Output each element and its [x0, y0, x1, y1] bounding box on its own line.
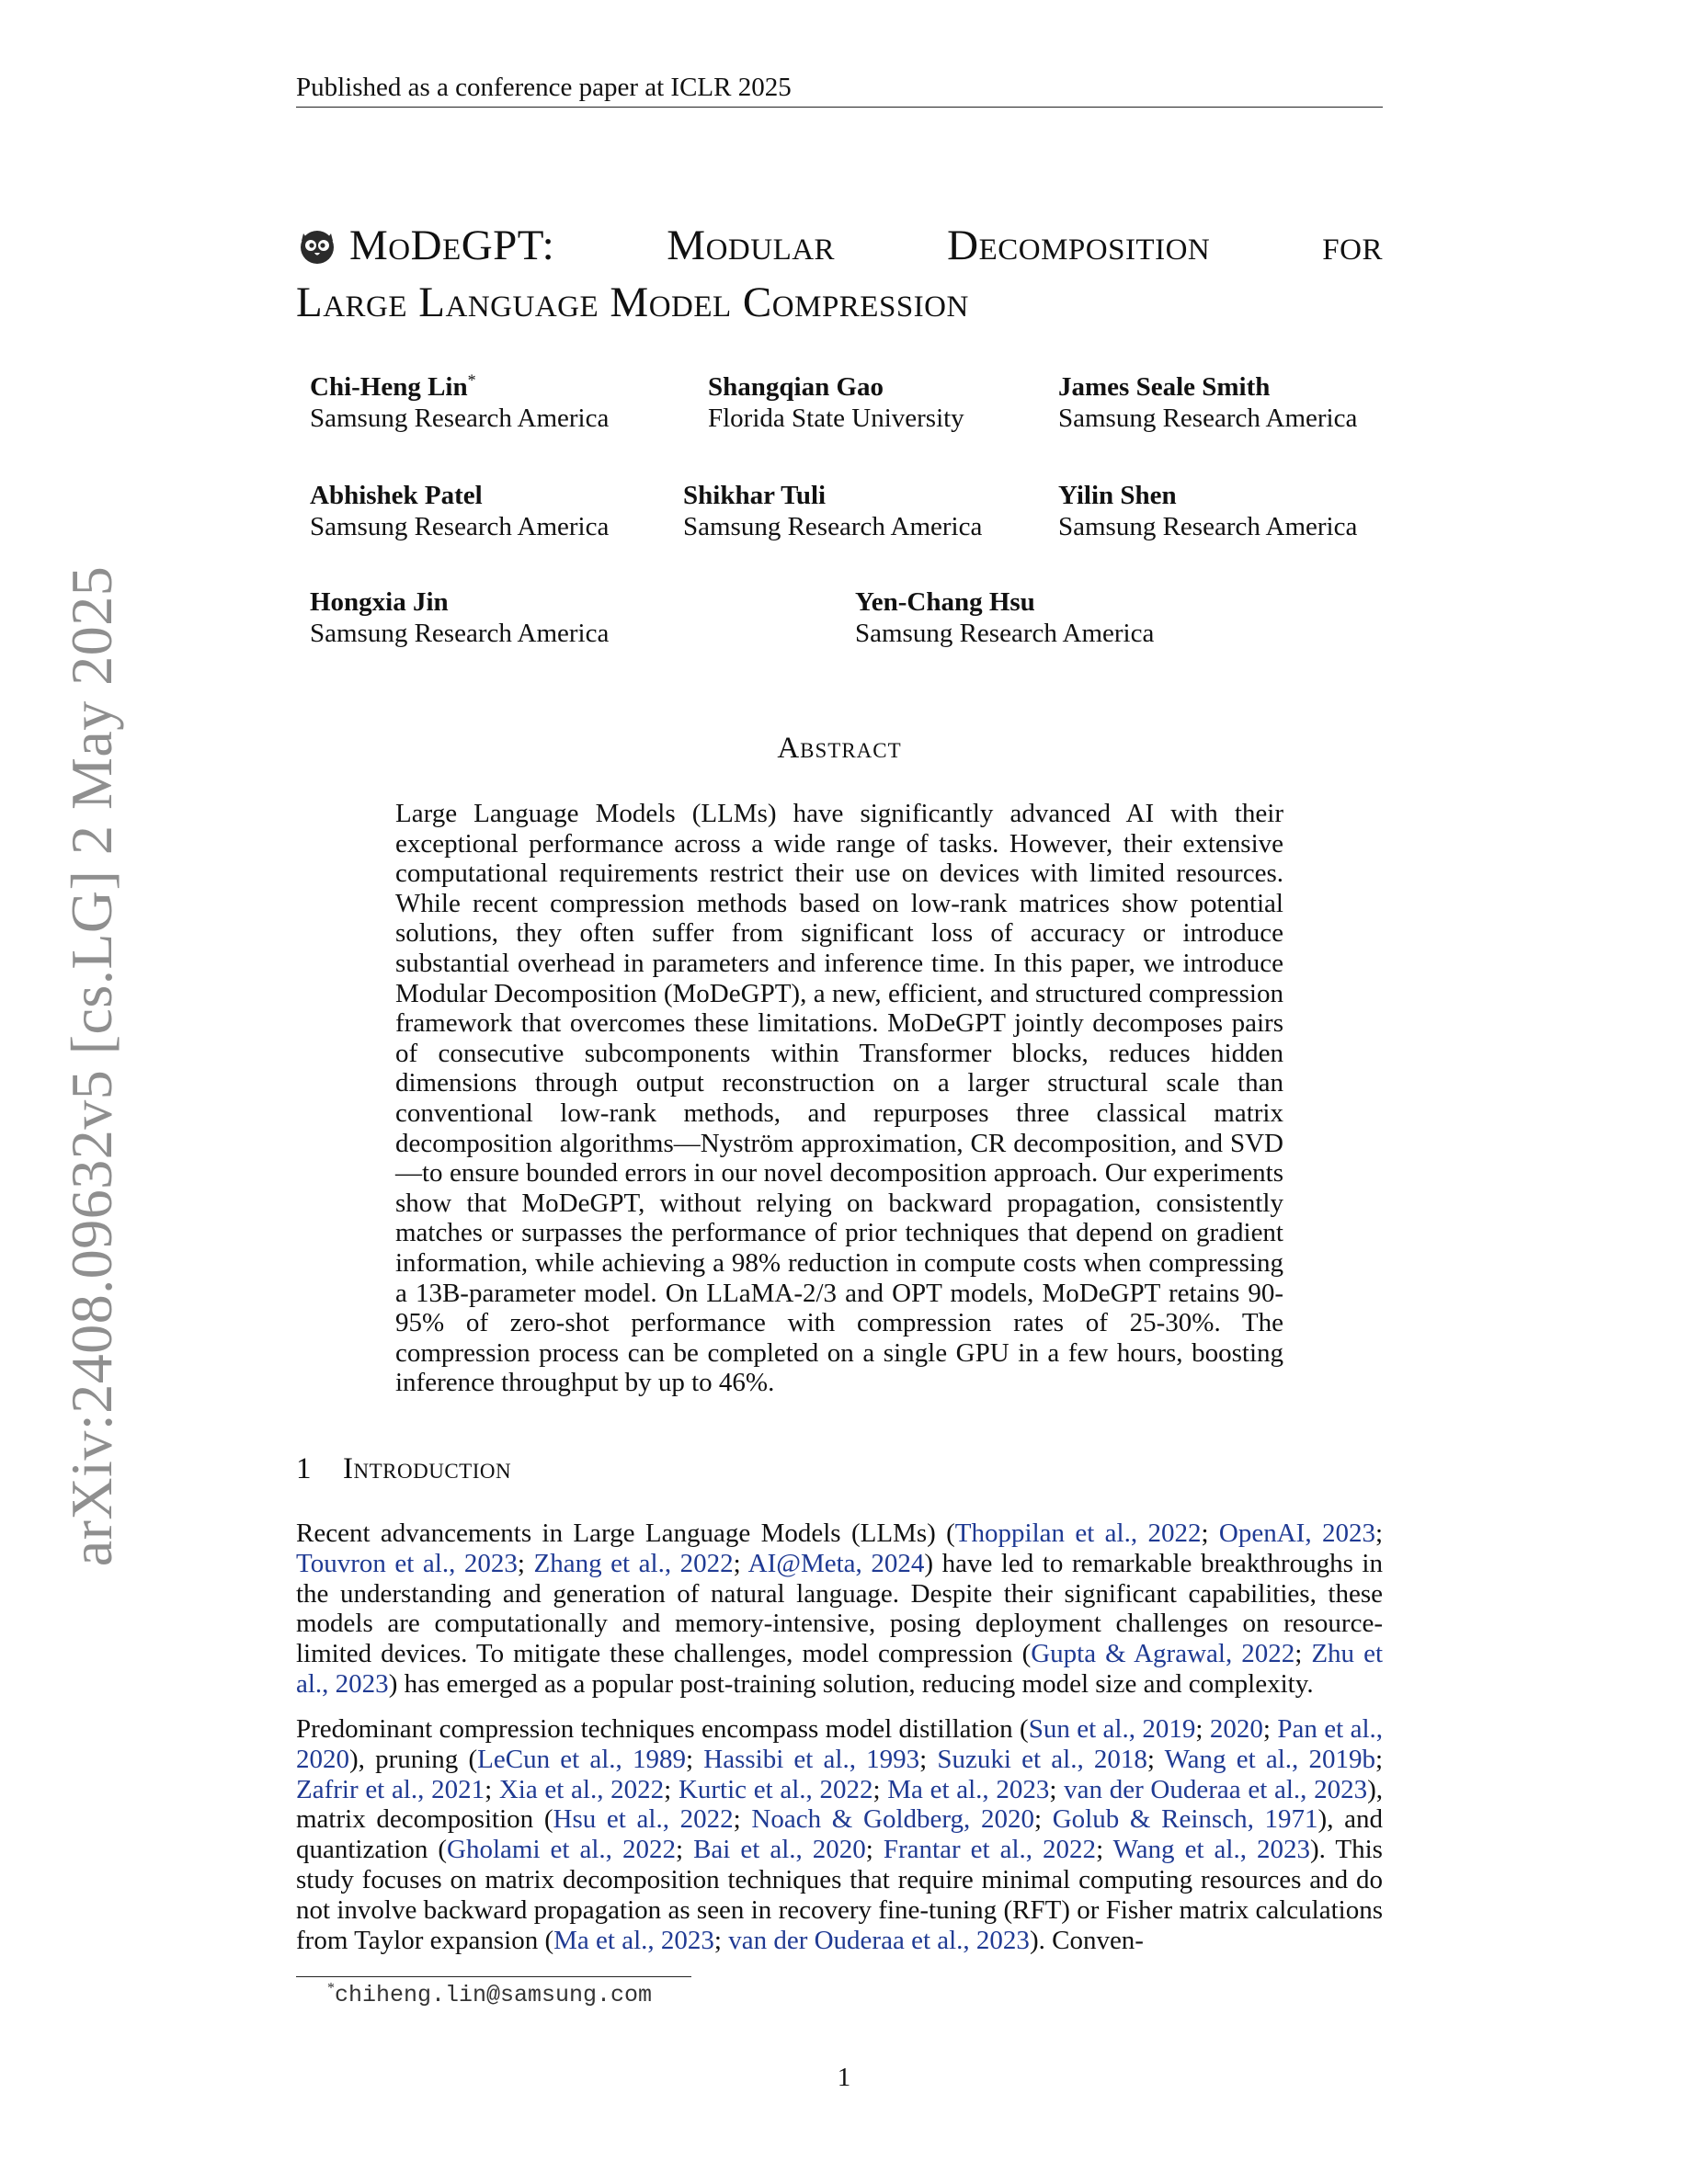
author-name: Yilin Shen [1058, 481, 1177, 510]
title-lead [296, 217, 554, 274]
section-heading-introduction [296, 1450, 511, 1487]
citation-link[interactable]: OpenAI, 2023 [1218, 1519, 1375, 1548]
citation-link[interactable]: AI@Meta, 2024 [747, 1548, 925, 1578]
author-name: James Seale Smith [1058, 372, 1271, 402]
author-affiliation: Samsung Research America [310, 512, 610, 541]
citation-link[interactable]: Pan et al., 2020 [296, 1714, 1383, 1774]
author-name: Shikhar Tuli [683, 481, 827, 510]
author-block [855, 586, 1154, 649]
footnote-email: chiheng.lin@samsung.com [335, 1982, 653, 2008]
author-name: Shangqian Gao [708, 372, 884, 402]
citation-link[interactable]: Ma et al., 2023 [553, 1925, 714, 1955]
author-affiliation: Samsung Research America [310, 404, 610, 433]
title-word-for: for [1322, 222, 1383, 269]
title-line-2: Large Language Model Compression [296, 279, 969, 326]
author-affiliation: Samsung Research America [1058, 404, 1358, 433]
citation-link[interactable]: 2020 [1209, 1714, 1263, 1744]
citation-link[interactable]: Hsu et al., 2022 [553, 1804, 734, 1835]
owl-icon [296, 224, 338, 267]
citation-link[interactable]: Frantar et al., 2022 [883, 1835, 1097, 1865]
author-name: Chi-Heng Lin* [310, 370, 476, 402]
author-block [683, 480, 982, 542]
citation-link[interactable]: Wang et al., 2023 [1112, 1835, 1310, 1865]
author-affiliation: Samsung Research America [855, 619, 1155, 648]
footnote-marker: * [327, 1980, 335, 1996]
author-affiliation: Florida State University [708, 404, 964, 433]
author-footnote-marker: * [467, 370, 476, 390]
title-word-modegpt: MoDeGPT: [349, 222, 555, 269]
citation-link[interactable]: Thoppilan et al., 2022 [954, 1519, 1202, 1548]
footnote-divider [296, 1976, 691, 1977]
author-name: Abhishek Patel [310, 481, 483, 510]
citation-link[interactable]: Kurtic et al., 2022 [678, 1774, 873, 1804]
citation-link[interactable]: Zafrir et al., 2021 [296, 1774, 485, 1804]
citation-link[interactable]: Wang et al., 2019b [1164, 1744, 1375, 1774]
author-affiliation: Samsung Research America [310, 619, 610, 648]
citation-link[interactable]: van der Ouderaa et al., 2023 [728, 1925, 1030, 1955]
arxiv-stamp: arXiv:2408.09632v5 [cs.LG] 2 May 2025 [59, 565, 124, 1567]
title-word-decomposition: Decomposition [947, 222, 1211, 269]
citation-link[interactable]: Xia et al., 2022 [498, 1774, 665, 1804]
intro-paragraph-2: Predominant compression techniques encompass model distillation (Sun et al., 2019; 2020; Pan et al., 2020), pruning (LeCun et al., 1989; Hassibi et al., 1993; Suzuki et al., 2018; Wang et al., 2019b; Zafrir et al., 2021; Xia et al., 2022; Kurtic et al., 2022; Ma et al., 2023; van der Ouderaa et al., 2023), matrix decomposition (Hsu et al., 2022; Noach & Goldberg, 2020; Golub & Reinsch, 1971), and quantization (Gholami et al., 2022; Bai et al., 2020; Frantar et al., 2022; Wang et al., 2023). This study focuses on matrix decomposition techniques that require minimal computing resources and do not involve backward propagation as seen in recovery fine-tuning (RFT) or Fisher matrix calculations from Taylor expansion (Ma et al., 2023; van der Ouderaa et al., 2023). Conven- [296, 1714, 1384, 1955]
author-name: Yen-Chang Hsu [855, 587, 1035, 617]
running-header: Published as a conference paper at ICLR 2025 [296, 72, 1383, 108]
citation-link[interactable]: Hassibi et al., 1993 [703, 1744, 920, 1774]
author-block [310, 480, 609, 542]
citation-link[interactable]: LeCun et al., 1989 [477, 1744, 686, 1774]
section-number: 1 [296, 1452, 312, 1485]
citation-link[interactable]: Golub & Reinsch, 1971 [1052, 1804, 1318, 1835]
abstract-heading: Abstract [777, 732, 902, 765]
citation-link[interactable]: Zhang et al., 2022 [533, 1548, 734, 1578]
author-affiliation: Samsung Research America [1058, 512, 1358, 541]
citation-link[interactable]: Noach & Goldberg, 2020 [751, 1804, 1034, 1835]
title-line-1 [296, 217, 1383, 274]
abstract-text: Large Language Models (LLMs) have significantly advanced AI with their exceptional performance across a wide range of tasks. However, their extensive computational requirements restrict their use on devices with limited resources. While recent compression methods based on low-rank matrices show potential solutions, they often suffer from significant loss of accuracy or introduce substantial overhead in parameters and inference time. In this paper, we introduce Modular Decomposition (MoDeGPT), a new, efficient, and structured compression framework that overcomes these limitations. MoDeGPT jointly decomposes pairs of consecutive subcomponents within Transformer blocks, reduces hidden dimensions through output reconstruction on a larger structural scale than conventional low-rank methods, and repurposes three classical matrix decomposition algorithms—Nyström approximation, CR decomposition, and SVD—to ensure bounded errors in our novel decomposition approach. Our experiments show that MoDeGPT, without relying on backward propagation, consistently matches or surpasses the performance of prior techniques that depend on gradient information, while achieving a 98% reduction in compute costs when compressing a 13B-parameter model. On LLaMA-2/3 and OPT models, MoDeGPT retains 90-95% of zero-shot performance with compression rates of 25-30%. The compression process can be completed on a single GPU in a few hours, boosting inference throughput by up to 46%. [395, 799, 1283, 1398]
citation-link[interactable]: Ma et al., 2023 [887, 1774, 1050, 1804]
paper-title [296, 217, 1383, 331]
author-block [310, 371, 609, 434]
footnote [327, 1982, 652, 2009]
citation-link[interactable]: Touvron et al., 2023 [296, 1548, 518, 1578]
author-name: Hongxia Jin [310, 587, 449, 617]
citation-link[interactable]: Zhu et al., 2023 [296, 1639, 1384, 1699]
intro-paragraph-1: Recent advancements in Large Language Models (LLMs) (Thoppilan et al., 2022; OpenAI, 2023; Touvron et al., 2023; Zhang et al., 2022; AI@Meta, 2024) have led to remarkable breakthroughs in the understanding and generation of natural language. Despite their significant capabilities, these models are computationally and memory-intensive, posing deployment challenges on resource-limited devices. To mitigate these challenges, model compression (Gupta & Agrawal, 2022; Zhu et al., 2023) has emerged as a popular post-training solution, reducing model size and complexity. [296, 1519, 1384, 1699]
author-block [1058, 371, 1357, 434]
citation-link[interactable]: Gupta & Agrawal, 2022 [1031, 1639, 1295, 1669]
page-number: 1 [837, 2063, 851, 2092]
section-title: Introduction [343, 1452, 512, 1485]
author-block [1058, 480, 1357, 542]
author-block [310, 586, 609, 649]
author-block [708, 371, 964, 434]
citation-link[interactable]: Suzuki et al., 2018 [937, 1744, 1147, 1774]
citation-link[interactable]: van der Ouderaa et al., 2023 [1064, 1774, 1368, 1804]
title-word-modular: Modular [667, 222, 836, 269]
citation-link[interactable]: Gholami et al., 2022 [447, 1835, 676, 1865]
citation-link[interactable]: Bai et al., 2020 [693, 1835, 866, 1865]
citation-link[interactable]: Sun et al., 2019 [1028, 1714, 1196, 1744]
author-affiliation: Samsung Research America [683, 512, 983, 541]
